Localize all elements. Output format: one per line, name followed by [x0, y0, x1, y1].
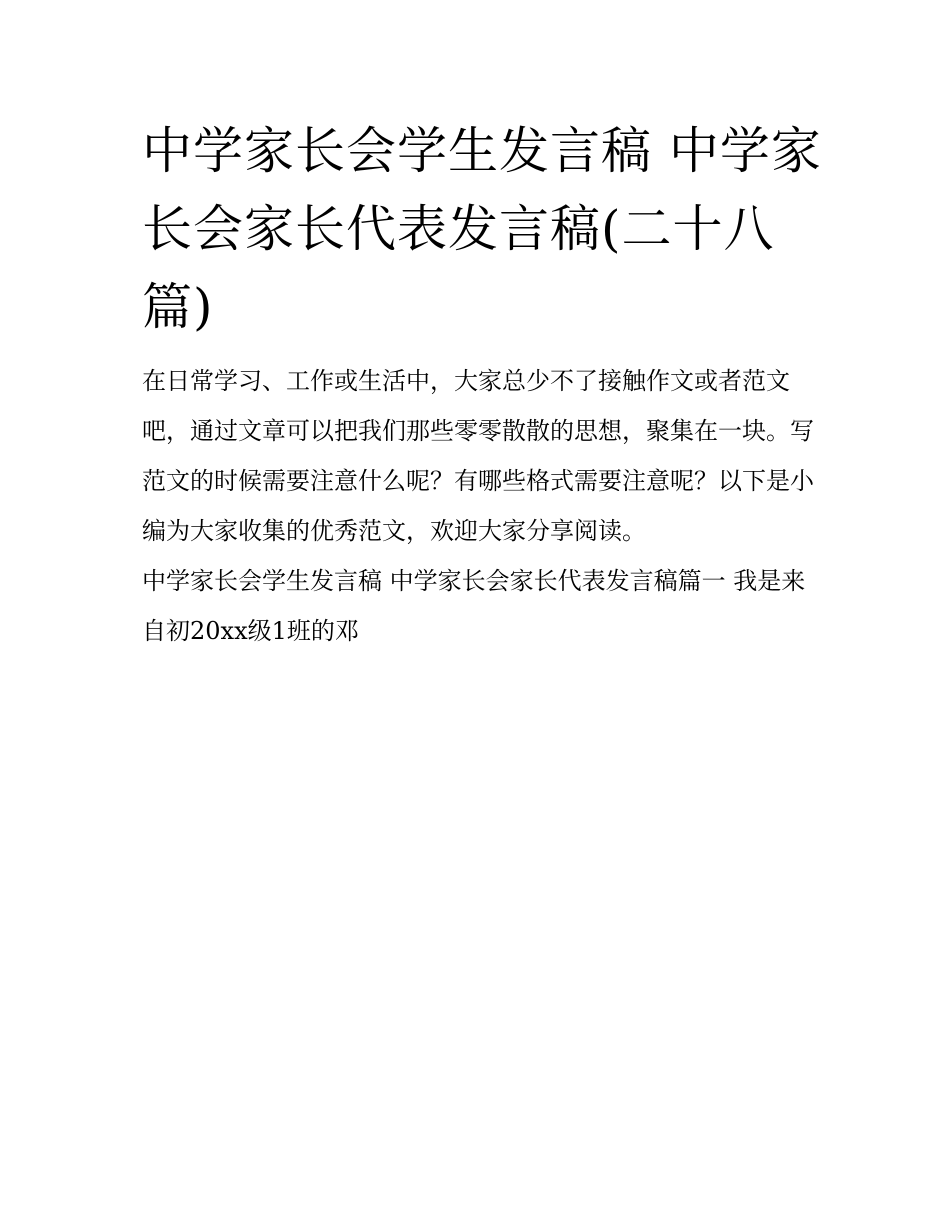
speech-paragraph: 中学家长会学生发言稿 中学家长会家长代表发言稿篇一 我是来自初20xx级1班的邓: [142, 567, 806, 645]
document-body: [142, 356, 822, 656]
document-title: 中学家长会学生发言稿 中学家长会家长代表发言稿(二十八篇): [142, 122, 822, 336]
intro-paragraph: 在日常学习、工作或生活中，大家总少不了接触作文或者范文吧，通过文章可以把我们那些零零散散的思想，聚集在一块。写范文的时候需要注意什么呢？有哪些格式需要注意呢？以下是小编为大家收集的优秀范文，欢迎大家分享阅读。: [142, 367, 814, 545]
